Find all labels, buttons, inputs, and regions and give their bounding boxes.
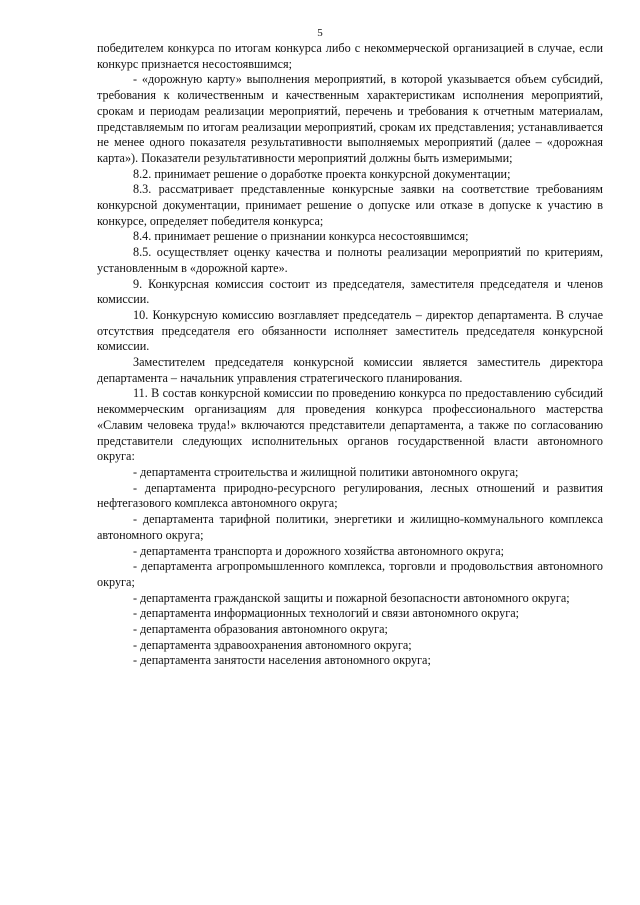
paragraph-8-2: 8.2. принимает решение о доработке проекта конкурсной документации; <box>133 166 511 181</box>
paragraph-8-4: 8.4. принимает решение о признании конкурса несостоявшимся; <box>133 229 469 244</box>
list-item: - департамента тарифной политики, энергетики и жилищно-коммунального комплекса автономного округа; <box>97 512 603 542</box>
list-item: - департамента агропромышленного комплекса, торговли и продовольствия автономного округа; <box>97 559 603 589</box>
paragraph-deputy-chair: Заместителем председателя конкурсной комиссии является заместитель директора департамента – начальник управления стратегического планирования. <box>97 355 603 385</box>
list-item: - департамента транспорта и дорожного хозяйства автономного округа; <box>133 543 505 558</box>
paragraph-11: 11. В состав конкурсной комиссии по проведению конкурса по предоставлению субсидий некоммерческим организациям для проведения конкурса профессионального мастерства «Славим человека труда!» включаются представители департамента, а также по согласованию представители следующих исполнительных органов государственной власти автономного округа: <box>97 386 603 464</box>
list-item: - департамента занятости населения автономного округа; <box>133 653 431 668</box>
paragraph-9: 9. Конкурсная комиссия состоит из председателя, заместителя председателя и членов комиссии. <box>97 276 603 307</box>
list-item: - департамента информационных технологий и связи автономного округа; <box>133 606 519 621</box>
list-item: - департамента строительства и жилищной политики автономного округа; <box>133 464 519 479</box>
list-item: - департамента гражданской защиты и пожарной безопасности автономного округа; <box>133 590 570 605</box>
document-body <box>97 41 603 669</box>
paragraph-8-3: 8.3. рассматривает представленные конкурсные заявки на соответствие требованиям конкурсной документации, принимает решение о допуске или отказе в допуске к участию в конкурсе, определяет победителя конкурса; <box>97 182 603 228</box>
paragraph-roadmap: - «дорожную карту» выполнения мероприятий, в которой указывается объем субсидий, требования к количественным и качественным характеристикам исполнения мероприятий, срокам и периодам реализации мероприятий, перечень и требования к отчетным материалам, представляемым по итогам реализации мероприятий, срокам их представления; устанавливается не менее одного показателя результативности выполняемых мероприятий (далее – «дорожная карта»). Показатели результативности мероприятий должны быть измеримыми; <box>97 72 603 165</box>
page-number: 5 <box>317 27 323 39</box>
paragraph-8-5: 8.5. осуществляет оценку качества и полноты реализации мероприятий по критериям, установленным в «дорожной карте». <box>97 245 603 275</box>
paragraph-continuation: победителем конкурса по итогам конкурса либо с некоммерческой организацией в случае, если конкурс признается несостоявшимся; <box>97 41 603 71</box>
list-item: - департамента образования автономного округа; <box>133 622 388 637</box>
paragraph-10: 10. Конкурсную комиссию возглавляет председатель – директор департамента. В случае отсутствия председателя его обязанности исполняет заместитель председателя конкурсной комиссии. <box>97 307 603 354</box>
list-item: - департамента здравоохранения автономного округа; <box>133 637 412 652</box>
list-item: - департамента природно-ресурсного регулирования, лесных отношений и развития нефтегазового комплекса автономного округа; <box>97 480 603 511</box>
